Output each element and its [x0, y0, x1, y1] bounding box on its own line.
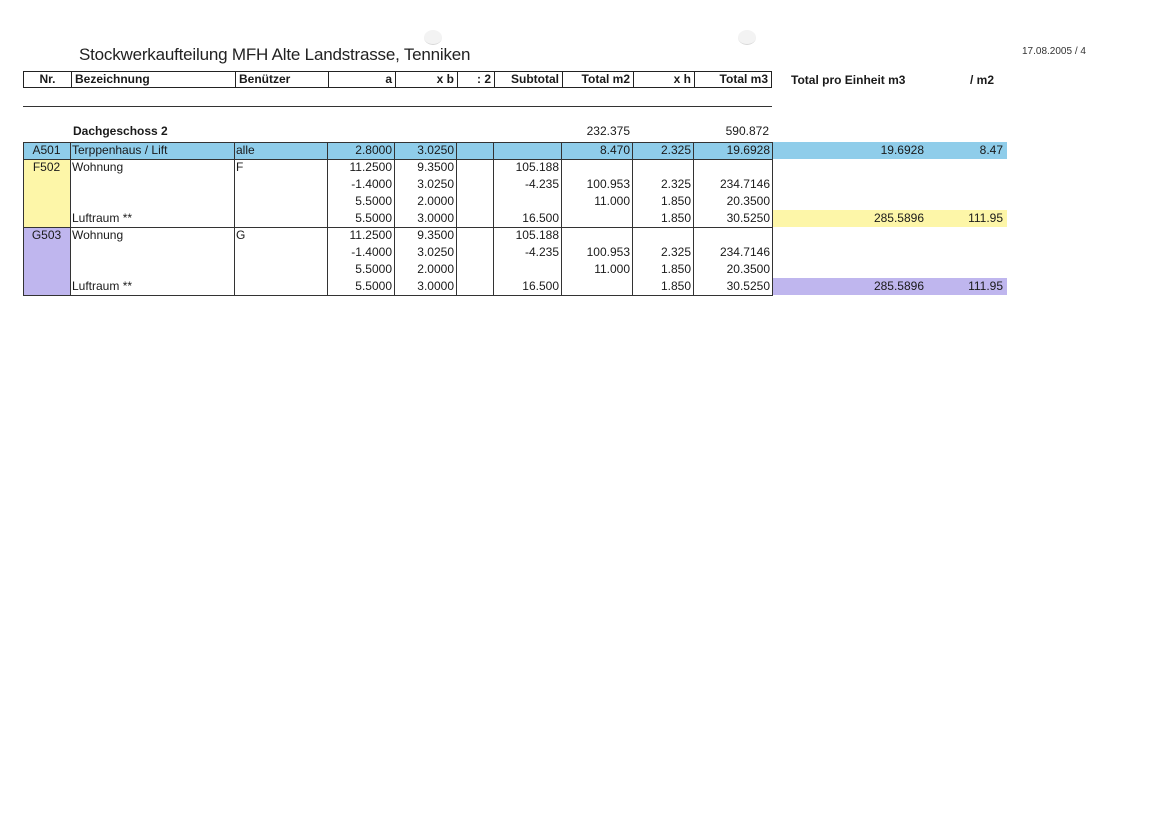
- cell-m3: 19.6928: [726, 143, 770, 157]
- row-border: [23, 159, 772, 160]
- unit-total-m3: 19.6928: [880, 143, 924, 157]
- table-header: [23, 71, 772, 88]
- cell-b: 2.0000: [417, 194, 454, 208]
- section-total-m2: 232.375: [586, 124, 630, 138]
- column-border: [493, 142, 494, 296]
- cell-h: 2.325: [660, 245, 691, 259]
- row-border: [23, 295, 772, 296]
- column-border: [632, 142, 633, 296]
- column-border: [693, 142, 694, 296]
- header-div2: : 2: [457, 72, 494, 87]
- cell-bez: Luftraum **: [72, 279, 133, 293]
- column-border: [23, 142, 24, 296]
- cell-b: 3.0000: [417, 211, 454, 225]
- cell-sub: 105.188: [515, 228, 559, 242]
- cell-m2: 11.000: [594, 194, 630, 208]
- cell-b: 3.0250: [417, 143, 454, 157]
- cell-m3: 20.3500: [726, 262, 770, 276]
- cell-sub: 105.188: [515, 160, 559, 174]
- document-title: Stockwerkaufteilung MFH Alte Landstrasse, Tenniken: [79, 45, 471, 64]
- cell-h: 1.850: [660, 194, 691, 208]
- column-border: [456, 142, 457, 296]
- cell-a: -1.4000: [351, 177, 392, 191]
- cell-m3: 30.5250: [726, 279, 770, 293]
- unit-nr: G503: [31, 228, 62, 242]
- cell-h: 1.850: [660, 211, 691, 225]
- unit-nr: F502: [32, 160, 61, 174]
- punch-hole: [738, 30, 756, 45]
- cell-b: 3.0250: [417, 245, 454, 259]
- column-border: [70, 142, 71, 296]
- divider: [23, 106, 772, 107]
- column-border: [561, 142, 562, 296]
- cell-h: 1.850: [660, 262, 691, 276]
- row-border: [23, 142, 772, 143]
- cell-m3: 234.7146: [719, 245, 770, 259]
- cell-a: 5.5000: [355, 194, 392, 208]
- punch-hole: [424, 30, 442, 45]
- header-bezeichnung: Bezeichnung: [71, 72, 235, 87]
- cell-a: 5.5000: [355, 262, 392, 276]
- header-subtotal: Subtotal: [494, 72, 562, 87]
- cell-bez: Terppenhaus / Lift: [72, 143, 168, 157]
- cell-a: 5.5000: [355, 211, 392, 225]
- column-border: [394, 142, 395, 296]
- cell-h: 2.325: [660, 143, 691, 157]
- cell-sub: -4.235: [524, 177, 559, 191]
- cell-m3: 30.5250: [726, 211, 770, 225]
- cell-a: 2.8000: [355, 143, 392, 157]
- header-a: a: [328, 72, 395, 87]
- header-xh: x h: [633, 72, 694, 87]
- cell-ben: G: [236, 228, 246, 242]
- cell-m3: 234.7146: [719, 177, 770, 191]
- cell-h: 1.850: [660, 279, 691, 293]
- unit-per-m2: 111.95: [968, 279, 1003, 293]
- cell-m2: 100.953: [586, 177, 630, 191]
- cell-a: 11.2500: [349, 160, 392, 174]
- cell-m2: 100.953: [586, 245, 630, 259]
- cell-a: -1.4000: [351, 245, 392, 259]
- cell-bez: Luftraum **: [72, 211, 133, 225]
- header-total-m3: Total m3: [694, 72, 771, 87]
- document-date: 17.08.2005 / 4: [1022, 46, 1086, 57]
- cell-m2: 8.470: [599, 143, 630, 157]
- cell-m2: 11.000: [594, 262, 630, 276]
- unit-total-m3: 285.5896: [873, 211, 924, 225]
- header-benutzer: Benützer: [235, 72, 328, 87]
- column-border: [772, 142, 773, 296]
- unit-nr: A501: [32, 143, 61, 157]
- header-total-einheit-m3: Total pro Einheit m3: [791, 73, 906, 87]
- cell-sub: -4.235: [524, 245, 559, 259]
- cell-b: 9.3500: [417, 160, 454, 174]
- column-border: [327, 142, 328, 296]
- cell-m3: 20.3500: [726, 194, 770, 208]
- cell-b: 2.0000: [417, 262, 454, 276]
- cell-a: 11.2500: [349, 228, 392, 242]
- cell-sub: 16.500: [522, 211, 559, 225]
- cell-h: 2.325: [660, 177, 691, 191]
- header-nr: Nr.: [39, 72, 56, 86]
- header-per-m2: / m2: [970, 73, 995, 87]
- cell-ben: F: [236, 160, 244, 174]
- cell-b: 9.3500: [417, 228, 454, 242]
- cell-sub: 16.500: [522, 279, 559, 293]
- unit-per-m2: 8.47: [979, 143, 1003, 157]
- header-xb: x b: [395, 72, 457, 87]
- cell-bez: Wohnung: [72, 228, 124, 242]
- cell-a: 5.5000: [355, 279, 392, 293]
- unit-total-m3: 285.5896: [873, 279, 924, 293]
- unit-per-m2: 111.95: [968, 211, 1003, 225]
- cell-b: 3.0250: [417, 177, 454, 191]
- header-total-m2: Total m2: [562, 72, 633, 87]
- row-border: [23, 227, 772, 228]
- column-border: [234, 142, 235, 296]
- cell-bez: Wohnung: [72, 160, 124, 174]
- cell-b: 3.0000: [417, 279, 454, 293]
- section-name: Dachgeschoss 2: [73, 124, 168, 138]
- cell-ben: alle: [236, 143, 255, 157]
- section-total-m3: 590.872: [725, 124, 769, 138]
